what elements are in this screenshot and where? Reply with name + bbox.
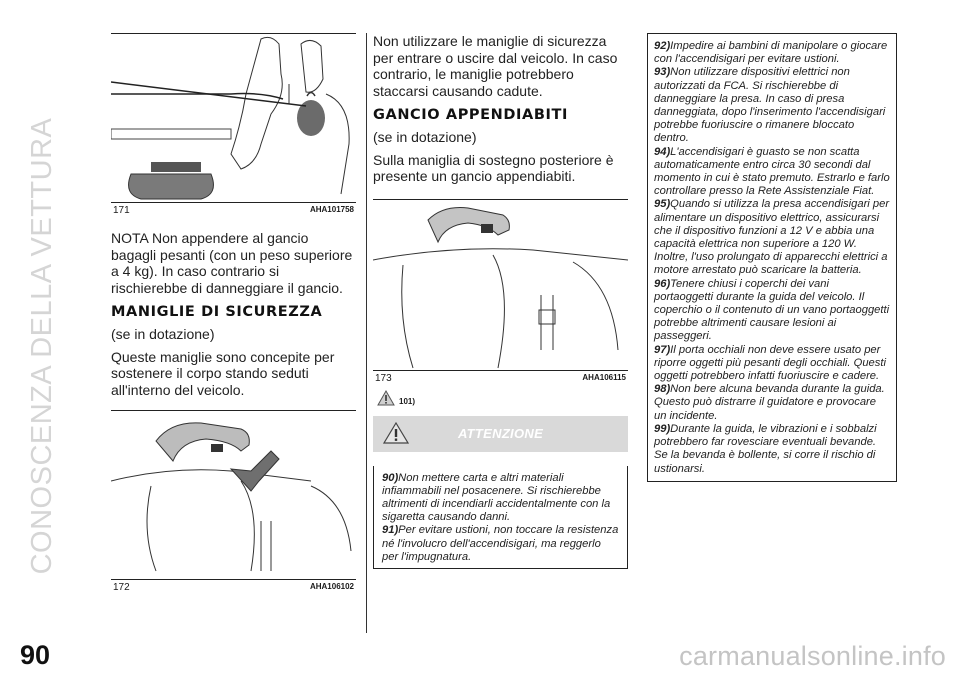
note-paragraph: NOTA Non appendere al gancio bagagli pesanti (con un peso superiore a 4 kg). In caso contrario si rischierebbe di danneggiare il gancio. bbox=[111, 230, 353, 296]
note-number: 99) bbox=[654, 422, 671, 435]
note-number: 96) bbox=[654, 277, 671, 290]
warning-triangle-icon bbox=[383, 421, 409, 445]
maniglie-text: Queste maniglie sono concepite per sostenere il corpo stando seduti all'interno del veicolo. bbox=[111, 348, 335, 398]
warning-triangle-icon bbox=[377, 390, 395, 406]
note-item bbox=[654, 40, 890, 66]
warning-reference bbox=[377, 390, 628, 406]
note-item bbox=[654, 423, 890, 476]
note-item bbox=[654, 66, 890, 145]
column-1 bbox=[111, 33, 356, 593]
note-item bbox=[654, 278, 890, 344]
column-2 bbox=[373, 33, 628, 569]
figure-172-code: AHA106102 bbox=[309, 582, 354, 591]
figure-173 bbox=[373, 199, 628, 384]
note-text: Per evitare ustioni, non toccare la resistenza né l'involucro dell'accendisigari, ma reggerlo per l'impugnatura. bbox=[382, 524, 619, 563]
note-item bbox=[654, 344, 890, 384]
section-optional-label-2: (se in dotazione) bbox=[373, 129, 477, 145]
figure-173-caption bbox=[373, 370, 628, 384]
attention-label: ATTENZIONE bbox=[457, 426, 544, 441]
figure-172-illustration bbox=[111, 411, 356, 579]
warning-reference-number: 101) bbox=[399, 396, 416, 406]
section-title-maniglie: MANIGLIE DI SICUREZZA bbox=[111, 304, 323, 320]
attention-notes-box bbox=[373, 466, 628, 569]
watermark-text: carmanualsonline.info bbox=[679, 641, 946, 671]
note-number: 93) bbox=[654, 66, 671, 79]
note-item bbox=[382, 524, 619, 564]
note-number: 98) bbox=[654, 383, 671, 396]
figure-172-caption bbox=[111, 579, 356, 593]
note-item bbox=[654, 198, 890, 277]
note-text: Tenere chiusi i coperchi dei vani portaoggetti durante la guida del veicolo. Il coperchio o il contenuto di un vano portaoggetti potrebbe altrimenti causare lesioni ai passeggeri. bbox=[654, 277, 890, 343]
note-number: 95) bbox=[654, 198, 671, 211]
figure-173-number: 173 bbox=[375, 372, 392, 384]
page-number: 90 bbox=[20, 640, 51, 670]
note-item bbox=[382, 472, 619, 525]
note-text: Impedire ai bambini di manipolare o giocare con l'accendisigari per evitare ustioni. bbox=[654, 40, 888, 66]
figure-171-number: 171 bbox=[113, 205, 130, 216]
note-text: Durante la guida, le vibrazioni e i sobbalzi potrebbero far rovesciare eventuali bevande. Se la bevanda è bollente, si corre il rischio di ustionarsi. bbox=[654, 422, 877, 475]
note-item bbox=[654, 146, 890, 199]
figure-172 bbox=[111, 410, 356, 593]
note-text: Non bere alcuna bevanda durante la guida. Questo può distrarre il guidatore e provocare un incidente. bbox=[654, 383, 885, 422]
figure-172-number: 172 bbox=[113, 582, 130, 593]
note-number: 92) bbox=[654, 40, 671, 52]
section-title-gancio: GANCIO APPENDIABITI bbox=[373, 107, 568, 123]
note-text: Non utilizzare dispositivi elettrici non autorizzati da FCA. Si rischierebbe di danneggiare la presa. In caso di presa danneggiata, dopo l'inserimento l'accendisigari potrebbe fuoriuscire o rimanere bloccato dentro. bbox=[654, 66, 886, 145]
maniglie-warning-text: Non utilizzare le maniglie di sicurezza per entrare o uscire dal veicolo. In caso contrario, le maniglie potrebbero staccarsi causando cadute. bbox=[373, 33, 618, 99]
figure-173-illustration bbox=[373, 200, 628, 370]
note-number: 94) bbox=[654, 145, 671, 158]
note-number: 91) bbox=[382, 524, 399, 537]
figure-171-code: AHA101758 bbox=[309, 205, 354, 214]
figure-171-illustration bbox=[111, 34, 356, 202]
note-text: L'accendisigari è guasto se non scatta automaticamente entro circa 30 secondi dal momento in cui è stato premuto. Estrarlo e farlo controllare presso la Rete Assistenziale Fiat. bbox=[654, 145, 890, 198]
figure-171 bbox=[111, 33, 356, 216]
note-item bbox=[654, 383, 890, 423]
figure-173-code: AHA106115 bbox=[582, 372, 626, 382]
section-optional-label: (se in dotazione) bbox=[111, 326, 215, 342]
note-number: 97) bbox=[654, 343, 671, 356]
note-text: Quando si utilizza la presa accendisigari per alimentare un dispositivo elettrico, assicurarsi che il dispositivo funzioni a 12 V e abbia una capacità elettrica non superiore a 120 W. Inoltre, l'uso prolungato di apparecchi elettrici a motore arrestato può scaricare la batteria. bbox=[654, 198, 890, 277]
note-number: 90) bbox=[382, 471, 399, 484]
column-3 bbox=[647, 33, 897, 482]
attention-notes-box-continued bbox=[647, 33, 897, 482]
chapter-side-title: CONOSCENZA DELLA VETTURA bbox=[25, 117, 58, 575]
figure-171-caption bbox=[111, 202, 356, 216]
note-text: Il porta occhiali non deve essere usato per riporre oggetti più pesanti degli occhiali. Questi oggetti potrebbero infatti fuoriuscire e cadere. bbox=[654, 343, 886, 383]
column-divider bbox=[366, 33, 367, 633]
note-text: Non mettere carta e altri materiali infiammabili nel posacenere. Si rischierebbe altrimenti di incendiarli accidentalmente con la sigaretta causando danni. bbox=[382, 471, 611, 524]
gancio-text: Sulla maniglia di sostegno posteriore è presente un gancio appendiabiti. bbox=[373, 151, 614, 184]
attention-header bbox=[373, 416, 628, 452]
